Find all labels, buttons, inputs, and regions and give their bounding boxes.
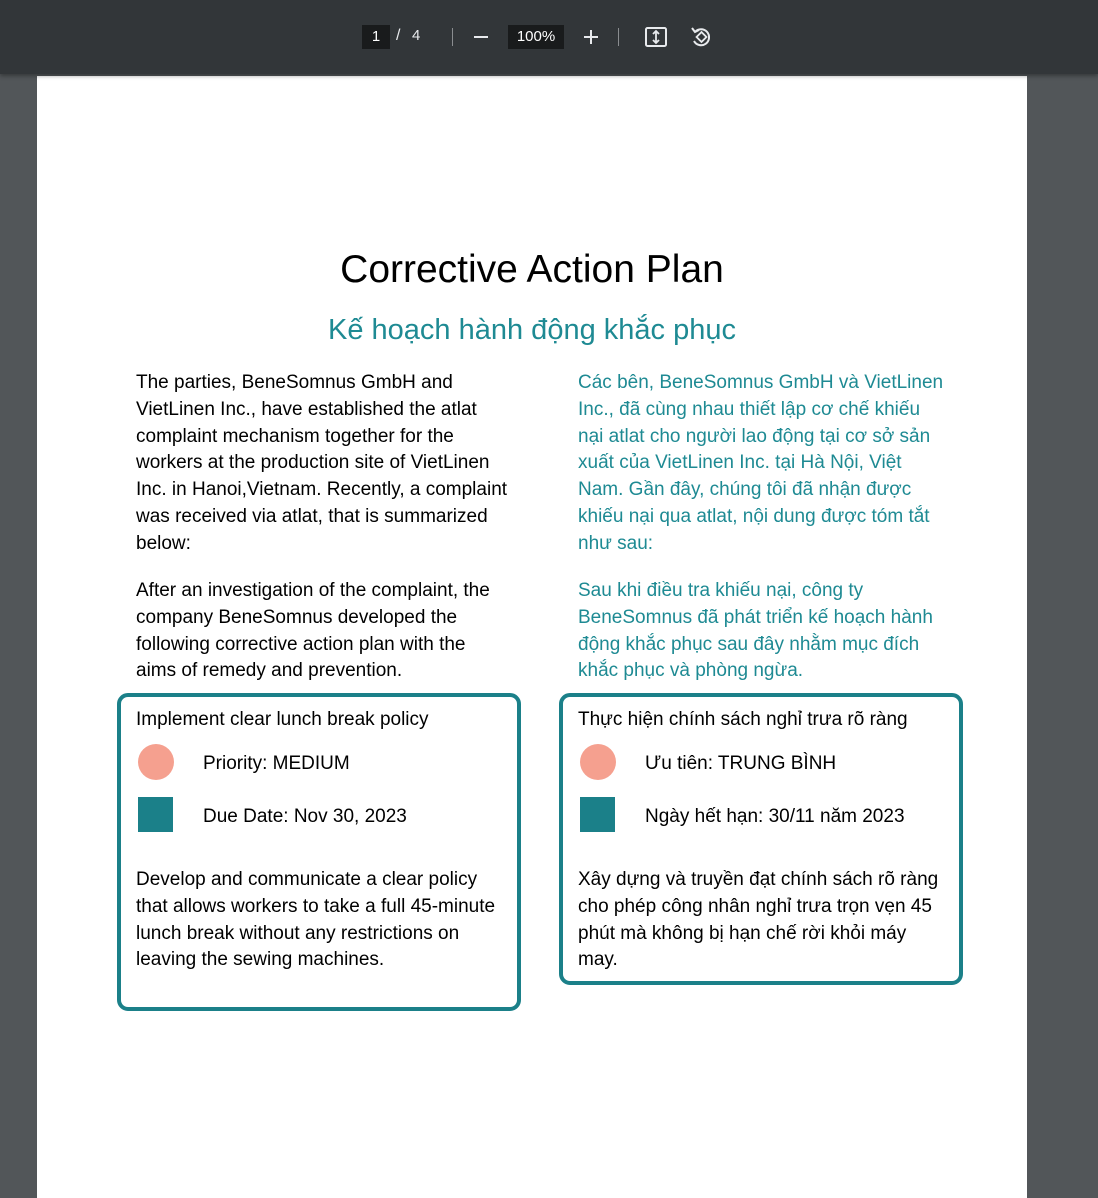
investigation-paragraph-en: After an investigation of the complaint, the company BeneSomnus developed the following corrective action plan with the aims of remedy and prevention.	[136, 580, 490, 682]
total-pages: 4	[412, 27, 421, 44]
rotate-button[interactable]	[686, 22, 716, 52]
investigation-paragraph-vi: Sau khi điều tra khiếu nại, công ty BeneSomnus đã phát triển kế hoạch hành động khắc phục sau đây nhằm mục đích khắc phục và phòng ngừa.	[578, 580, 933, 682]
intro-paragraph-en: The parties, BeneSomnus GmbH and VietLinen Inc., have established the atlat complaint mechanism together for the workers at the production site of VietLinen Inc. in Hanoi,Vietnam. Recently, a complaint was received via atlat, that is summarized below:	[136, 372, 508, 554]
plus-icon	[576, 22, 606, 52]
page-number-input[interactable]: 1	[362, 25, 390, 49]
zoom-out-button[interactable]	[466, 22, 496, 52]
due-date-label-vi: Ngày hết hạn: 30/11 năm 2023	[645, 806, 905, 827]
action-title-en: Implement clear lunch break policy	[136, 709, 429, 730]
toolbar-divider	[452, 28, 453, 46]
action-description-en: Develop and communicate a clear policy that allows workers to take a full 45-minute lunch break without any restrictions on leaving the sewing machines.	[136, 869, 496, 971]
zoom-in-button[interactable]	[576, 22, 606, 52]
action-card-vi	[559, 693, 963, 985]
fit-to-page-button[interactable]	[641, 22, 671, 52]
pdf-page	[37, 76, 1027, 1198]
document-title: Corrective Action Plan	[340, 248, 724, 291]
fit-page-icon	[641, 22, 671, 52]
pdf-toolbar	[0, 0, 1098, 74]
intro-paragraph-vi: Các bên, BeneSomnus GmbH và VietLinen Inc., đã cùng nhau thiết lập cơ chế khiếu nại atlat cho người lao động tại cơ sở sản xuất của VietLinen Inc. tại Hà Nội, Việt Nam. Gần đây, chúng tôi đã nhận được khiếu nại qua atlat, nội dung được tóm tắt như sau:	[578, 372, 944, 554]
zoom-level-input[interactable]: 100%	[508, 25, 564, 49]
page-separator: /	[396, 27, 401, 44]
due-date-label-en: Due Date: Nov 30, 2023	[203, 806, 407, 827]
priority-indicator-icon	[580, 744, 616, 780]
due-date-indicator-icon	[138, 797, 173, 832]
minus-icon	[466, 22, 496, 52]
due-date-indicator-icon	[580, 797, 615, 832]
action-title-vi: Thực hiện chính sách nghỉ trưa rõ ràng	[578, 709, 908, 730]
action-card-en	[117, 693, 521, 1011]
rotate-icon	[686, 22, 716, 52]
priority-indicator-icon	[138, 744, 174, 780]
action-description-vi: Xây dựng và truyền đạt chính sách rõ ràng cho phép công nhân nghỉ trưa trọn vẹn 45 phút mà không bị hạn chế rời khỏi máy may.	[578, 869, 939, 971]
toolbar-divider	[618, 28, 619, 46]
document-subtitle: Kế hoạch hành động khắc phục	[328, 314, 736, 346]
priority-label-vi: Ưu tiên: TRUNG BÌNH	[645, 753, 837, 774]
priority-label-en: Priority: MEDIUM	[203, 753, 350, 774]
